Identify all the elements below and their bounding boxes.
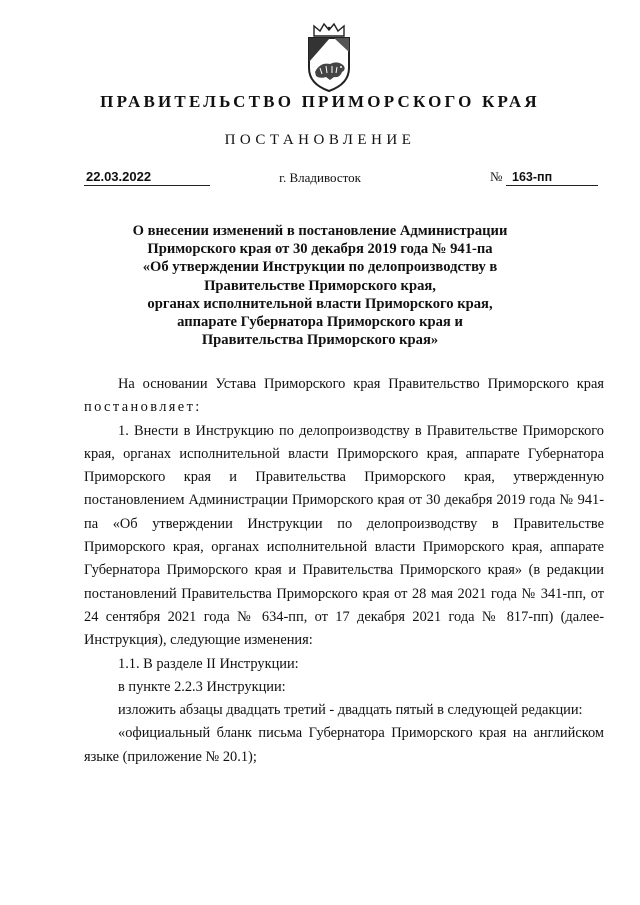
heading-line: «Об утверждении Инструкции по делопроизводству в — [142, 259, 498, 276]
heading-line: Приморского края от 30 декабря 2019 года № 941-па — [147, 241, 493, 258]
document-city: г. Владивосток — [279, 170, 361, 185]
government-title: ПРАВИТЕЛЬСТВО ПРИМОРСКОГО КРАЯ — [100, 92, 540, 111]
paragraph-point: в пункте 2.2.3 Инструкции: — [118, 678, 286, 695]
heading-line: органах исполнительной власти Приморского края, — [147, 295, 493, 312]
document-number-sign: № — [490, 169, 503, 184]
document-number — [506, 168, 598, 186]
heading-line: аппарате Губернатора Приморского края и — [177, 314, 463, 331]
document-kind: ПОСТАНОВЛЕНИЕ — [224, 132, 416, 148]
document-number-value: 163-пп — [512, 170, 553, 184]
paragraph-1: 1. Внести в Инструкцию по делопроизводству в Правительстве Приморского края, органах исполнительной власти Приморского края, аппарате Губернатора Приморского края и Правительства Приморского края, утвержденную постановлением Администрации Приморского края от 30 декабря 2019 года № 941-па «Об утверждении Инструкции по делопроизводству в Правительстве Приморского края, органах исполнительной власти Приморского края, аппарате Губернатора Приморского края и Правительства Приморского края» (в редакции постановлений Правительства Приморского края от 28 мая 2021 года № 341-пп, от 24 сентября 2021 года № 634-пп, от 17 декабря 2021 года № 817-пп) (далее- Инструкция), следующие изменения: — [84, 422, 604, 649]
document-heading — [80, 222, 560, 349]
preamble-text: На основании Устава Приморского края Правительство Приморского края — [118, 376, 604, 392]
decree-word: постановляет: — [84, 399, 202, 416]
document-body — [84, 373, 604, 769]
paragraph-1-1: 1.1. В разделе II Инструкции: — [118, 655, 299, 672]
heading-line: Правительства Приморского края» — [201, 332, 439, 349]
heading-line: Правительстве Приморского края, — [204, 277, 436, 294]
heading-line: О внесении изменений в постановление Администрации — [132, 223, 508, 239]
preamble-paragraph — [84, 373, 604, 420]
paragraph-amend: изложить абзацы двадцать третий - двадцать пятый в следующей редакции: — [118, 702, 583, 719]
document-date-value: 22.03.2022 — [86, 169, 152, 184]
paragraph-quote: «официальный бланк письма Губернатора Приморского края на английском языке (приложение № 20.1); — [84, 725, 604, 765]
coat-of-arms-icon — [300, 22, 358, 94]
